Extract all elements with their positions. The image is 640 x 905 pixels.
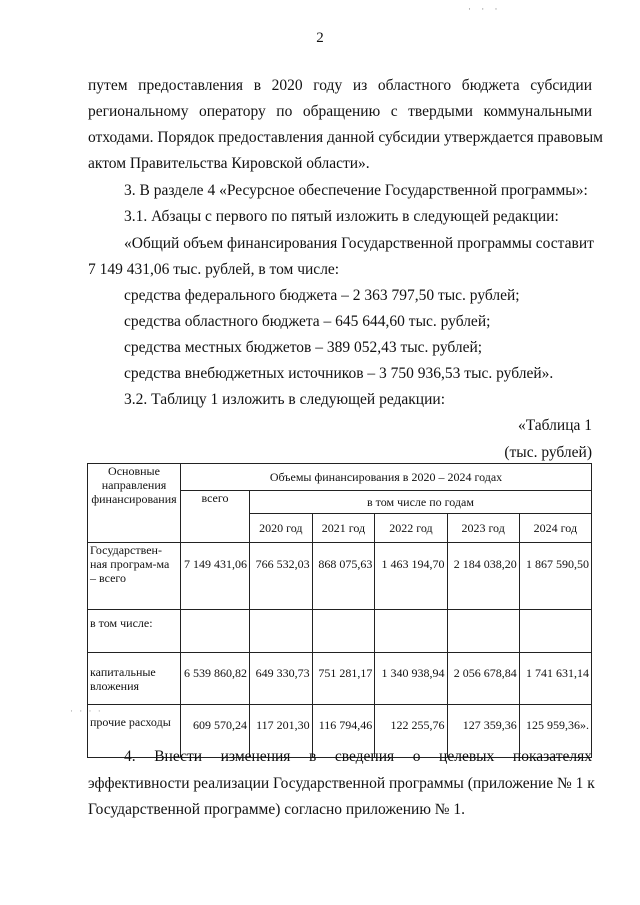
cell-value: 751 281,17 <box>312 653 375 705</box>
paragraph-line: «Общий объем финансирования Государственной программы составит <box>124 235 594 252</box>
cell-value: 766 532,03 <box>250 543 313 610</box>
table-row <box>88 653 592 705</box>
header-year: 2023 год <box>447 514 519 543</box>
header-year: 2022 год <box>375 514 447 543</box>
table-row <box>88 543 592 610</box>
table-units: (тыс. рублей) <box>504 444 592 461</box>
section-item-3: 3. В разделе 4 «Ресурсное обеспечение Государственной программы»: <box>124 182 588 199</box>
funding-local: средства местных бюджетов – 389 052,43 тыс. рублей; <box>124 339 483 356</box>
header-total: всего <box>181 491 250 543</box>
header-volumes: Объемы финансирования в 2020 – 2024 годах <box>181 464 592 491</box>
header-direction: Основные направления финансирования <box>88 464 181 543</box>
section-item-3-1: 3.1. Абзацы с первого по пятый изложить в следующей редакции: <box>124 208 559 225</box>
cell-value: 1 463 194,70 <box>375 543 447 610</box>
funding-federal: средства федерального бюджета – 2 363 797,50 тыс. рублей; <box>124 287 520 304</box>
financing-table <box>87 463 592 758</box>
cell-total: 609 570,24 <box>181 705 250 758</box>
cell-value: 125 959,36». <box>519 705 591 758</box>
cell-value: 1 741 631,14 <box>519 653 591 705</box>
cell-total: 6 539 860,82 <box>181 653 250 705</box>
cell-value <box>250 610 313 653</box>
funding-regional: средства областного бюджета – 645 644,60 тыс. рублей; <box>124 313 491 330</box>
header-by-year: в том числе по годам <box>250 491 592 514</box>
cell-value: 127 359,36 <box>447 705 519 758</box>
cell-value <box>447 610 519 653</box>
page-number: 2 <box>316 30 324 46</box>
row-label: Государствен-ная програм-ма – всего <box>88 543 181 610</box>
cell-total <box>181 610 250 653</box>
cell-value: 1 867 590,50 <box>519 543 591 610</box>
cell-value <box>312 610 375 653</box>
paragraph-line: эффективности реализации Государственной программы (приложение № 1 к <box>88 775 595 792</box>
table-caption: «Таблица 1 <box>517 417 592 434</box>
cell-value: 2 184 038,20 <box>447 543 519 610</box>
section-item-3-2: 3.2. Таблицу 1 изложить в следующей редакции: <box>124 391 445 408</box>
paragraph-line: 7 149 431,06 тыс. рублей, в том числе: <box>88 261 340 278</box>
header-year: 2020 год <box>250 514 313 543</box>
paragraph-line: региональному оператору по обращению с твердыми коммунальными <box>88 103 592 120</box>
row-label: капитальные вложения <box>88 653 181 705</box>
scan-marks: · · · <box>468 4 502 14</box>
cell-value: 122 255,76 <box>375 705 447 758</box>
paragraph-line: путем предоставления в 2020 году из областного бюджета субсидии <box>88 77 592 94</box>
cell-value <box>375 610 447 653</box>
cell-total: 7 149 431,06 <box>181 543 250 610</box>
cell-value: 649 330,73 <box>250 653 313 705</box>
cell-value <box>519 610 591 653</box>
table-row <box>88 610 592 653</box>
cell-value: 868 075,63 <box>312 543 375 610</box>
row-label: прочие расходы <box>88 705 181 758</box>
funding-extrabudgetary: средства внебюджетных источников – 3 750 936,53 тыс. рублей». <box>124 365 554 382</box>
paragraph-line: актом Правительства Кировской области». <box>88 155 370 172</box>
scan-side-marks: · · · · <box>70 706 103 716</box>
row-label: в том числе: <box>88 610 181 653</box>
cell-value: 116 794,46 <box>312 705 375 758</box>
cell-value: 1 340 938,94 <box>375 653 447 705</box>
section-item-4: 4. Внести изменения в сведения о целевых показателях <box>124 748 592 765</box>
header-year: 2024 год <box>519 514 591 543</box>
cell-value: 2 056 678,84 <box>447 653 519 705</box>
paragraph-line: Государственной программе) согласно приложению № 1. <box>88 801 466 818</box>
paragraph-line: отходами. Порядок предоставления данной субсидии утверждается правовым <box>88 129 603 146</box>
header-year: 2021 год <box>312 514 375 543</box>
cell-value: 117 201,30 <box>250 705 313 758</box>
